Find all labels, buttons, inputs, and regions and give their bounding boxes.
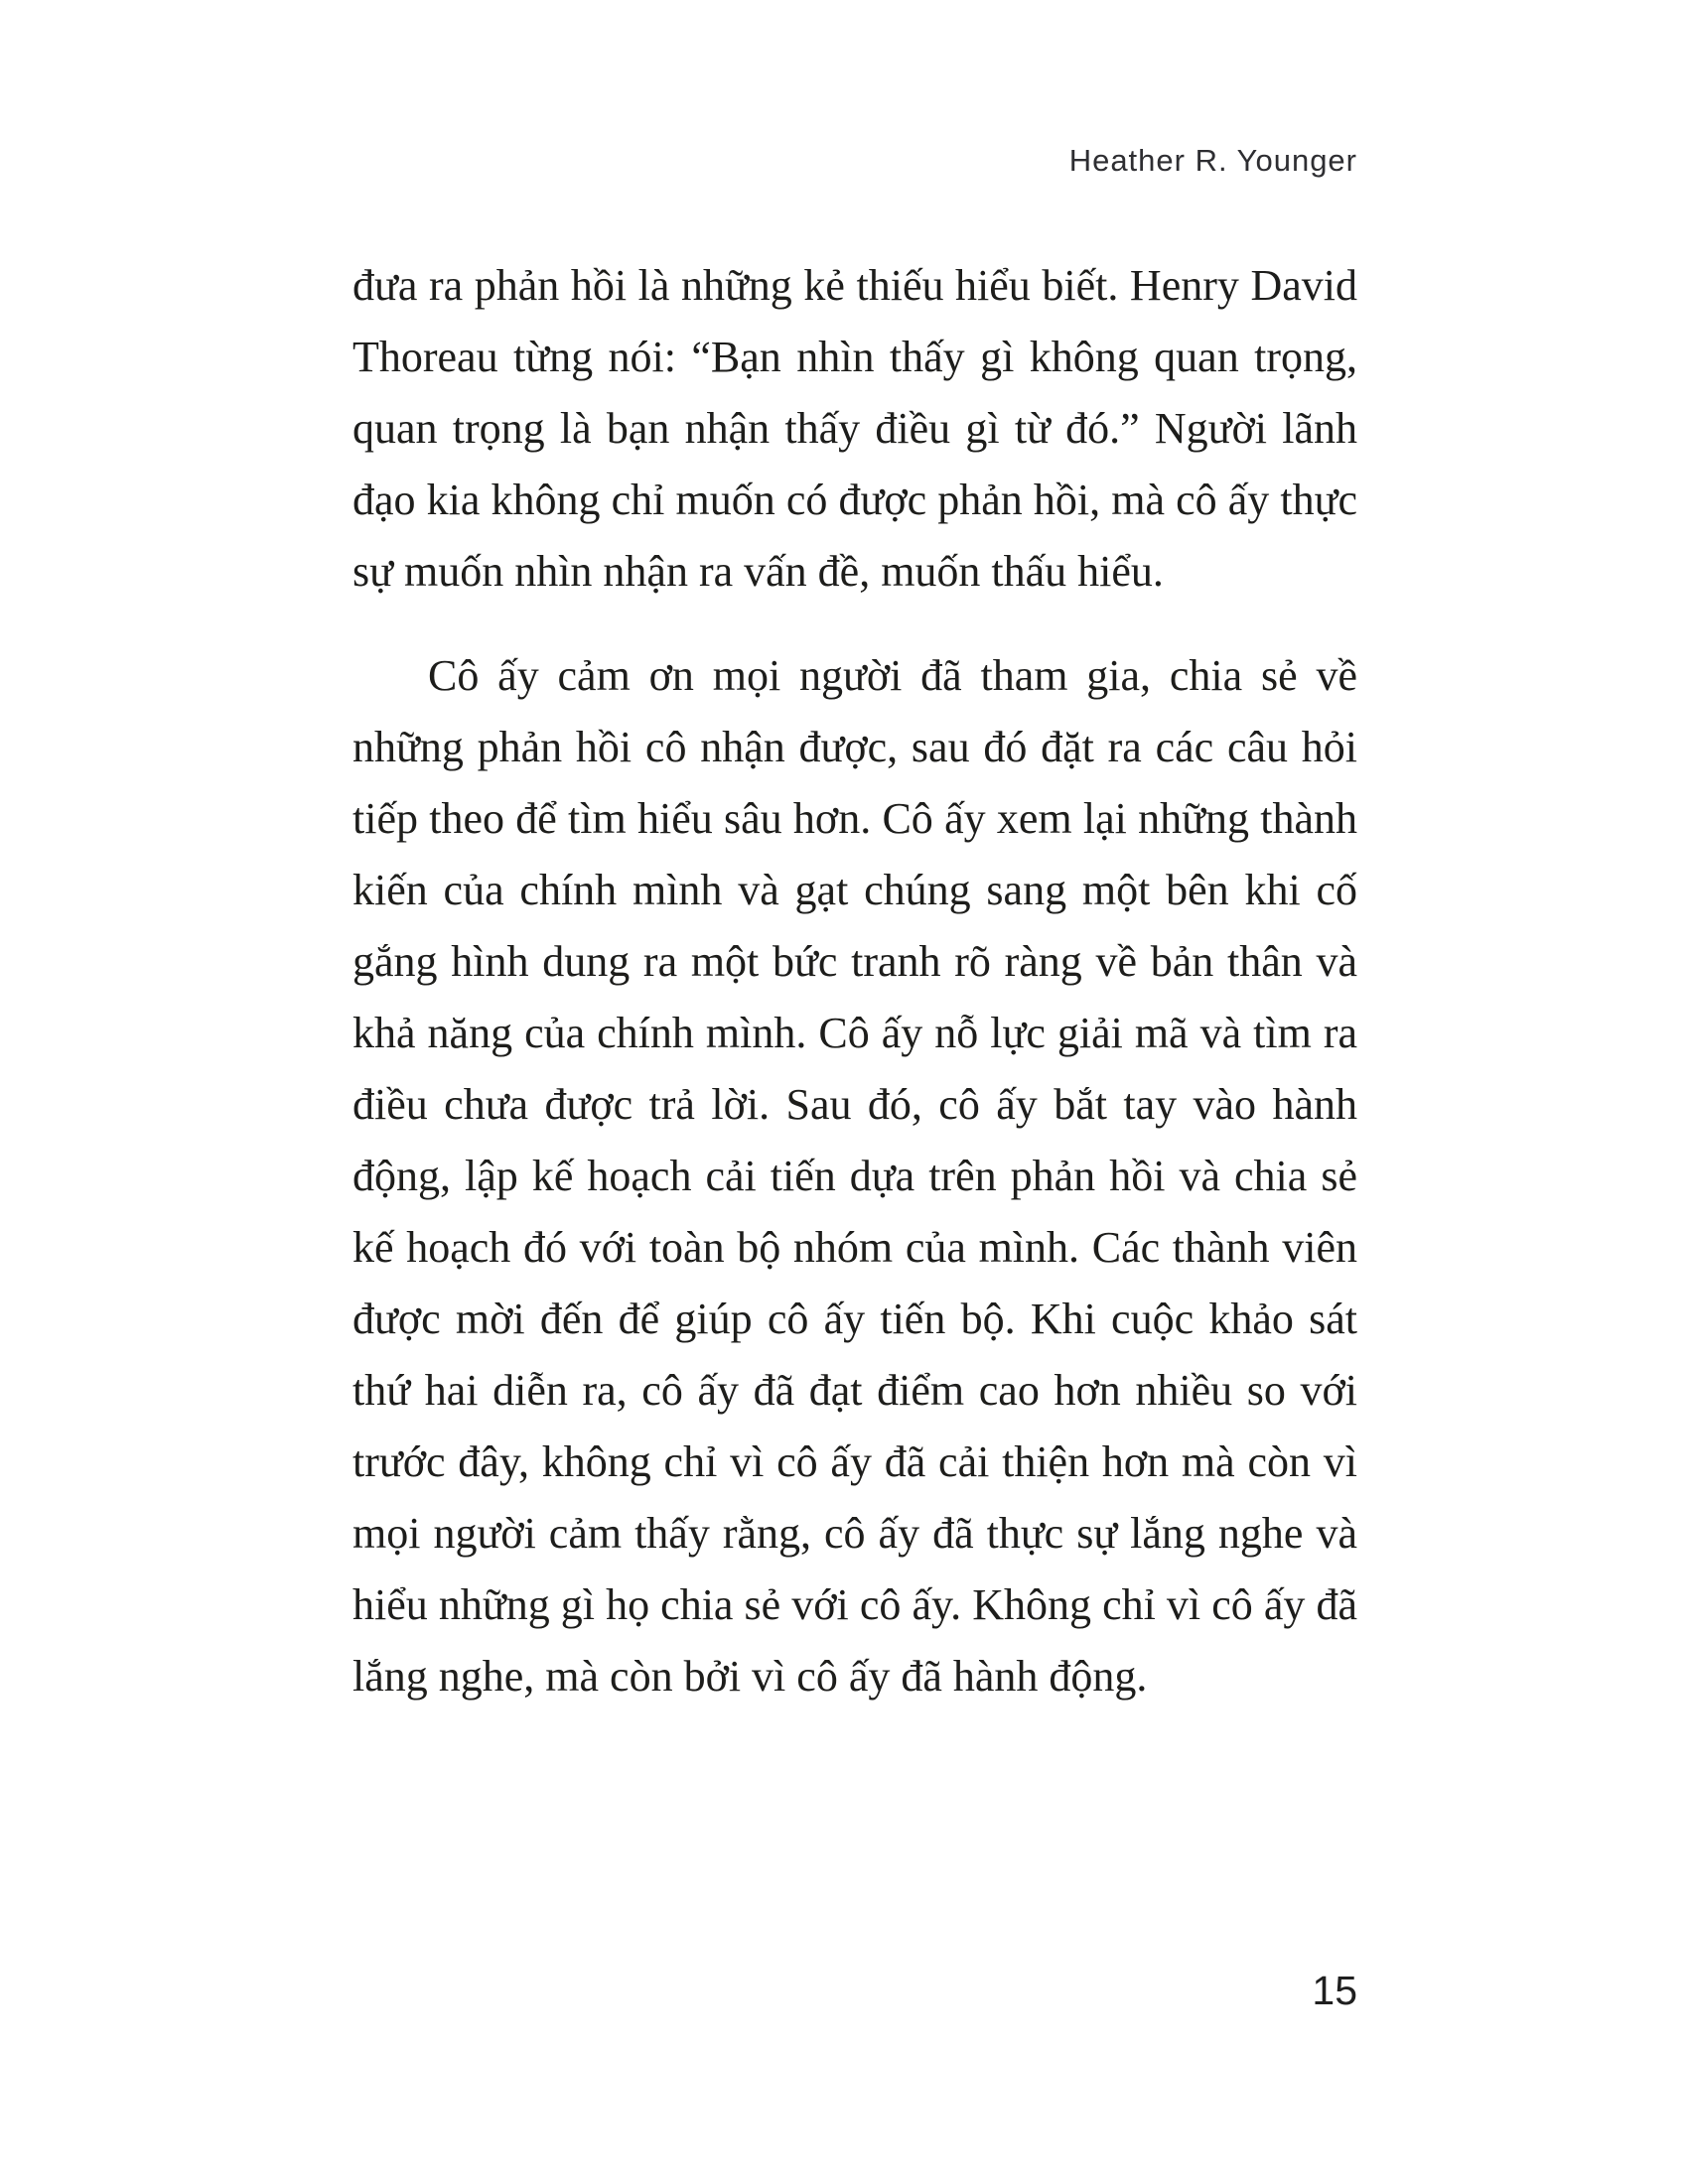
page-body	[352, 250, 1357, 1712]
paragraph: đưa ra phản hồi là những kẻ thiếu hiểu biết. Henry David Thoreau từng nói: “Bạn nhìn thấy gì không quan trọng, quan trọng là bạn nhận thấy điều gì từ đó.” Người lãnh đạo kia không chỉ muốn có được phản hồi, mà cô ấy thực sự muốn nhìn nhận ra vấn đề, muốn thấu hiểu.	[352, 261, 1357, 596]
paragraph: Cô ấy cảm ơn mọi người đã tham gia, chia sẻ về những phản hồi cô nhận được, sau đó đặt ra các câu hỏi tiếp theo để tìm hiểu sâu hơn. Cô ấy xem lại những thành kiến của chính mình và gạt chúng sang một bên khi cố gắng hình dung ra một bức tranh rõ ràng về bản thân và khả năng của chính mình. Cô ấy nỗ lực giải mã và tìm ra điều chưa được trả lời. Sau đó, cô ấy bắt tay vào hành động, lập kế hoạch cải tiến dựa trên phản hồi và chia sẻ kế hoạch đó với toàn bộ nhóm của mình. Các thành viên được mời đến để giúp cô ấy tiến bộ. Khi cuộc khảo sát thứ hai diễn ra, cô ấy đã đạt điểm cao hơn nhiều so với trước đây, không chỉ vì cô ấy đã cải thiện hơn mà còn vì mọi người cảm thấy rằng, cô ấy đã thực sự lắng nghe và hiểu những gì họ chia sẻ với cô ấy. Không chỉ vì cô ấy đã lắng nghe, mà còn bởi vì cô ấy đã hành động.	[352, 651, 1357, 1701]
running-header: Heather R. Younger	[1068, 143, 1357, 178]
page-number: 15	[1312, 1968, 1357, 2013]
